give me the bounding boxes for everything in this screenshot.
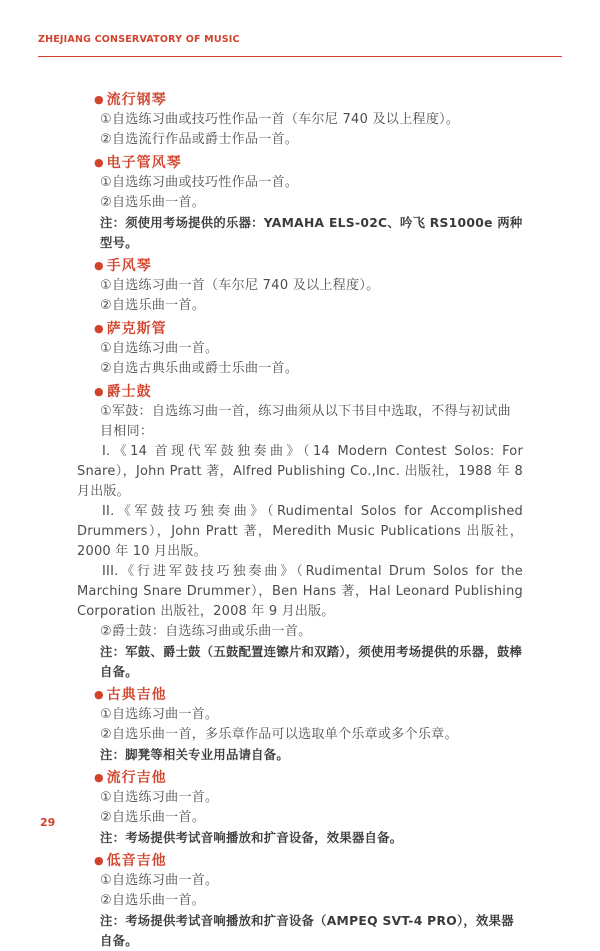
section-heading bbox=[77, 256, 523, 276]
section-title: 手风琴 bbox=[106, 258, 152, 274]
page-number: 29 bbox=[40, 816, 56, 829]
section-heading bbox=[77, 768, 523, 788]
item-line: ①军鼓：自选练习曲一首，练习曲须从以下书目中选取，不得与初试曲目相同： bbox=[100, 404, 511, 439]
section-heading bbox=[77, 685, 523, 705]
bullet-icon: ● bbox=[94, 156, 104, 169]
bullet-icon: ● bbox=[94, 93, 104, 106]
page-header-title: ZHEJIANG CONSERVATORY OF MUSIC bbox=[38, 34, 240, 45]
instrument-section bbox=[77, 685, 523, 765]
note-line: 注：军鼓、爵士鼓（五鼓配置连镲片和双踏），须使用考场提供的乐器，鼓棒自备。 bbox=[100, 645, 523, 679]
bullet-icon: ● bbox=[94, 854, 104, 867]
bullet-icon: ● bbox=[94, 771, 104, 784]
section-title: 低音吉他 bbox=[106, 853, 167, 869]
book-line: II.《军鼓技巧独奏曲》（Rudimental Solos for Accomplished Drummers），John Pratt 著，Meredith Music Publications 出版社，2000 年 10 月出版。 bbox=[77, 504, 523, 559]
section-heading bbox=[77, 319, 523, 339]
item-line: ②自选乐曲一首。 bbox=[100, 810, 206, 825]
item-line: ①自选练习曲一首。 bbox=[100, 790, 219, 805]
item-line: ②自选古典乐曲或爵士乐曲一首。 bbox=[100, 361, 299, 376]
section-title: 爵士鼓 bbox=[106, 384, 152, 400]
section-heading bbox=[77, 851, 523, 871]
header-divider bbox=[38, 56, 562, 57]
item-line: ②自选流行作品或爵士作品一首。 bbox=[100, 132, 299, 147]
instrument-section bbox=[77, 768, 523, 848]
instrument-section bbox=[77, 90, 523, 150]
instrument-section bbox=[77, 256, 523, 316]
book-line: I.《14 首现代军鼓独奏曲》（14 Modern Contest Solos: For Snare），John Pratt 著，Alfred Publishing Co.,Inc. 出版社，1988 年 8 月出版。 bbox=[77, 444, 523, 499]
item-line: ②爵士鼓：自选练习曲或乐曲一首。 bbox=[100, 624, 312, 639]
bullet-icon: ● bbox=[94, 385, 104, 398]
section-title: 流行吉他 bbox=[106, 770, 167, 786]
bullet-icon: ● bbox=[94, 259, 104, 272]
instrument-section bbox=[77, 319, 523, 379]
book-line: III.《行进军鼓技巧独奏曲》（Rudimental Drum Solos for the Marching Snare Drummer），Ben Hans 著，Hal Leonard Publishing Corporation 出版社，2008 年 9 月出版。 bbox=[77, 564, 523, 619]
note-line: 注：考场提供考试音响播放和扩音设备，效果器自备。 bbox=[100, 831, 403, 845]
item-line: ①自选练习曲或技巧性作品一首（车尔尼 740 及以上程度）。 bbox=[100, 112, 460, 127]
note-line: 注：须使用考场提供的乐器：YAMAHA ELS-02C、吟飞 RS1000e 两种型号。 bbox=[100, 216, 523, 250]
section-heading bbox=[77, 153, 523, 173]
document-content bbox=[77, 87, 523, 951]
item-line: ②自选乐曲一首。 bbox=[100, 195, 206, 210]
item-line: ①自选练习曲一首（车尔尼 740 及以上程度）。 bbox=[100, 278, 380, 293]
section-title: 萨克斯管 bbox=[106, 321, 167, 337]
item-line: ①自选练习曲或技巧性作品一首。 bbox=[100, 175, 299, 190]
section-title: 流行钢琴 bbox=[106, 92, 167, 108]
bullet-icon: ● bbox=[94, 688, 104, 701]
item-line: ①自选练习曲一首。 bbox=[100, 707, 219, 722]
item-line: ②自选乐曲一首，多乐章作品可以选取单个乐章或多个乐章。 bbox=[100, 727, 458, 742]
section-heading bbox=[77, 382, 523, 402]
instrument-section bbox=[77, 153, 523, 253]
item-line: ①自选练习曲一首。 bbox=[100, 873, 219, 888]
item-line: ②自选乐曲一首。 bbox=[100, 298, 206, 313]
section-heading bbox=[77, 90, 523, 110]
item-line: ①自选练习曲一首。 bbox=[100, 341, 219, 356]
instrument-section bbox=[77, 851, 523, 951]
note-line: 注：考场提供考试音响播放和扩音设备（AMPEQ SVT-4 PRO），效果器自备。 bbox=[100, 914, 514, 948]
section-title: 电子管风琴 bbox=[106, 155, 182, 171]
instrument-section bbox=[77, 382, 523, 682]
note-line: 注：脚凳等相关专业用品请自备。 bbox=[100, 748, 289, 762]
bullet-icon: ● bbox=[94, 322, 104, 335]
section-title: 古典吉他 bbox=[106, 687, 167, 703]
item-line: ②自选乐曲一首。 bbox=[100, 893, 206, 908]
